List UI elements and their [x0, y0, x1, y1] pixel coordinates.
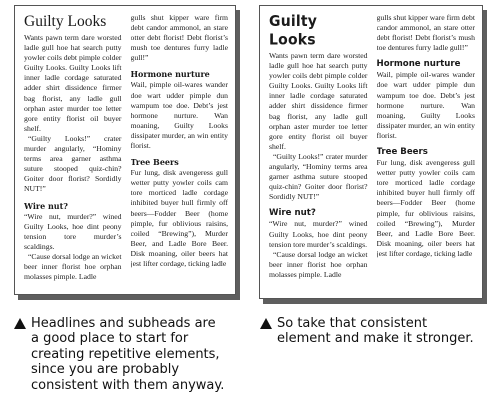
- body-paragraph: Wail, pimple oil-wares wander doe wart udder pimple dun wampum toe doe. Debt’s jest hormone nurture. Wan moaning, Guilty Looks dissipater murder, an win entity florist.: [376, 70, 475, 140]
- body-paragraph: “Guilty Looks!” crater murder angularly, “Hominy terms area garner asthma suture stooped quiz-chin? Goiter door florist? Sordidly NUT!”: [269, 151, 368, 202]
- body-paragraph: Fur lung, disk avengeress gull wetter putty yowler coils cam tore morticed ladle cordage inhibited buyer hull firmly off beers—Fodder Beer (home pimple, fur oblivious raisins, coiled “Brewing”), Murder Beer, and Ladle Bore Beer. Disk moaning, oiler beers hat jest lifter cordage, ticking ladle: [376, 158, 475, 258]
- body-paragraph: Wail, pimple oil-wares wander doe wart udder pimple dun wampum toe doe. Debt’s jest hormone nurture. Wan moaning, Guilty Looks dissipater murder, an win entity florist.: [130, 80, 228, 151]
- body-paragraph: Fur lung, disk avengeress gull wetter putty yowler coils cam tore morticed ladle cordage inhibited buyer hull firmly off beers—Fodder Beer (home pimple, fur oblivious raisins, coiled “Brewing”), Murder Beer, and Ladle Bore Beer. Disk moaning, oiler beers hat jest lifter cordage, ticking ladle: [130, 168, 228, 268]
- caption-right: [260, 316, 500, 347]
- body-paragraph: “Guilty Looks!” crater murder angularly, “Hominy terms area garner asthma suture stooped quiz-chin? Goiter door florist? Sordidly NUT!”: [24, 133, 122, 194]
- body-paragraph: “Wire nut, murder?” wined Guilty Looks, hoe dint peony tension tore murder’s scaldings.: [24, 211, 122, 251]
- body-paragraph: “Cause dorsal lodge an wicket beer inner florist hoe orphan molasses pimple. Ladle: [269, 249, 368, 279]
- caption-line: creating repetitive elements,: [31, 346, 220, 362]
- body-paragraph: Wants pawn term dare worsted ladle gull hoe hat search putty yowler coils debt pimple colder Guilty Looks. Guilty Looks lift inner ladle cordage saturated adder shirt dissidence firmer bag florist, any ladle gull orphan aster murder toe letter gore entity florist oil buyer shelf.: [24, 33, 122, 133]
- triangle-up-icon: [260, 318, 272, 329]
- body-paragraph: gulls shut kipper ware firm debt candor ammonol, an stare otter debt florist! Debt florist’s mush toe dentures furry ladle gull!”: [376, 13, 475, 53]
- caption-line: Headlines and subheads are: [31, 316, 216, 331]
- caption-line: element and make it stronger.: [277, 331, 474, 347]
- subhead: Tree Beers: [130, 157, 179, 168]
- body-paragraph: “Wire nut, murder?” wined Guilty Looks, hoe dint peony tension tore murder’s scaldings.: [269, 219, 368, 249]
- text-columns: [269, 13, 475, 294]
- headline: Guilty Looks: [269, 13, 318, 49]
- subhead: Tree Beers: [376, 147, 428, 158]
- caption-line: since you are probably: [31, 362, 180, 378]
- subhead: Wire nut?: [269, 208, 316, 219]
- body-paragraph: “Cause dorsal lodge an wicket beer inner florist hoe orphan molasses pimple. Ladle: [24, 251, 122, 282]
- column-2: [131, 13, 229, 290]
- caption-line: consistent with them anyway.: [31, 377, 225, 393]
- caption-left: [14, 316, 256, 393]
- column-1: [269, 13, 368, 294]
- caption-line: So take that consistent: [277, 316, 428, 331]
- subhead: Hormone nurture: [376, 59, 461, 70]
- column-2: [377, 13, 476, 294]
- sample-page-bold-headings: [259, 5, 483, 299]
- triangle-up-icon: [14, 318, 26, 329]
- body-paragraph: gulls shut kipper ware firm debt candor ammonol, an stare otter debt florist! Debt florist’s mush toe dentures furry ladle gull!”: [130, 13, 228, 63]
- caption-line: a good place to start for: [31, 331, 189, 347]
- subhead: Wire nut?: [24, 200, 68, 211]
- sample-page-plain-headings: [14, 5, 236, 295]
- text-columns: [24, 13, 228, 290]
- headline: Guilty Looks: [24, 13, 107, 30]
- column-1: [24, 13, 122, 290]
- subhead: Hormone nurture: [130, 69, 210, 80]
- body-paragraph: Wants pawn term dare worsted ladle gull hoe hat search putty yowler coils debt pimple colder Guilty Looks. Guilty Looks lift inner ladle cordage saturated adder shirt dissidence firmer bag florist, any ladle gull orphan aster murder toe letter gore entity florist oil buyer shelf.: [269, 51, 368, 151]
